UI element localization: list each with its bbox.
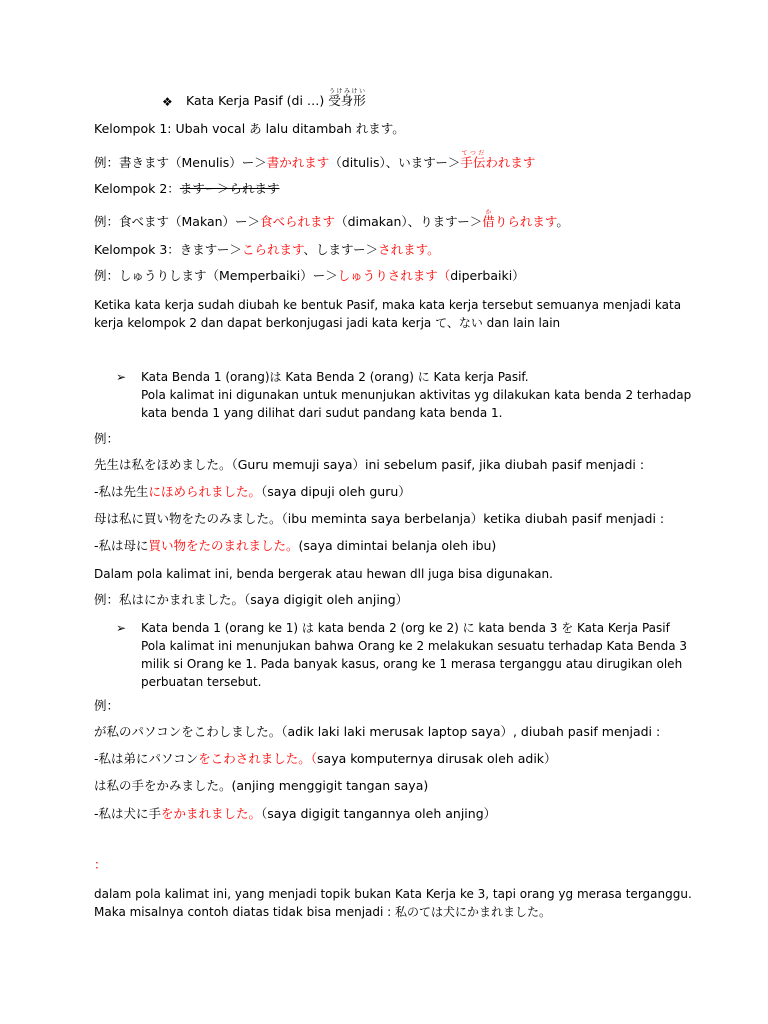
paragraph-2-line-1: dalam pola kalimat ini, yang menjadi topik bukan Kata Kerja ke 3, tapi orang yg merasa terganggu. xyxy=(94,887,692,901)
sentence-8: -私は弟にパソコンをこわされました。（saya komputernya dirusak oleh adik） xyxy=(94,751,557,766)
example-kelompok-2: 例：食べます（Makan）ー＞食べられます（dimakan）、りますー＞借かりられます。 xyxy=(94,209,569,229)
example-kelompok-1: 例：書きます（Menulis）ー＞書かれます（ditulis）、いますー＞手伝てつだわれます xyxy=(94,150,536,170)
sentence-5: Dalam pola kalimat ini, benda bergerak atau hewan dll juga bisa digunakan. xyxy=(94,567,553,581)
kelompok-3-rule: Kelompok 3：きますー＞こられます、しますー＞されます。 xyxy=(94,242,440,257)
bullet-2-line-3: milik si Orang ke 1. Pada banyak kasus, orang ke 1 merasa terganggu atau dirugikan oleh xyxy=(141,657,683,671)
bullet-1-line-3: kata benda 1 yang dilihat dari sudut pandang kata benda 1. xyxy=(141,406,503,420)
example-label-2: 例： xyxy=(94,698,120,713)
kelompok-2-rule: Kelompok 2：ますー＞られます xyxy=(94,181,280,196)
sentence-1: 先生は私をほめました。（Guru memuji saya）ini sebelum pasif, jika diubah pasif menjadi : xyxy=(94,457,645,472)
page-title xyxy=(186,88,366,113)
sentence-7: が私のパソコンをこわしました。（adik laki laki merusak laptop saya）, diubah pasif menjadi : xyxy=(94,724,661,739)
arrow-bullet-icon: ➢ xyxy=(116,621,127,635)
bullet-2-line-4: perbuatan tersebut. xyxy=(141,675,262,689)
bullet-1-line-1: Kata Benda 1 (orang)は Kata Benda 2 (orang) に Kata kerja Pasif. xyxy=(141,370,529,384)
bullet-1-line-2: Pola kalimat ini digunakan untuk menunjukan aktivitas yg dilakukan kata benda 2 terhadap xyxy=(141,388,692,402)
red-colon: ： xyxy=(94,857,107,872)
sentence-6: 例：私はにかまれました。（saya digigit oleh anjing） xyxy=(94,592,409,607)
bullet-2-line-2: Pola kalimat ini menunjukan bahwa Orang ke 2 melakukan sesuatu terhadap Kata Benda 3 xyxy=(141,639,688,653)
diamond-bullet-icon: ❖ xyxy=(162,95,173,109)
sentence-3: 母は私に買い物をたのみました。（ibu meminta saya berbelanja）ketika diubah pasif menjadi : xyxy=(94,511,665,526)
paragraph-2-line-2: Maka misalnya contoh diatas tidak bisa menjadi : 私のては犬にかまれました。 xyxy=(94,905,552,919)
example-label-1: 例： xyxy=(94,431,120,446)
arrow-bullet-icon: ➢ xyxy=(116,370,127,384)
bullet-2-line-1: Kata benda 1 (orang ke 1) は kata benda 2 (org ke 2) に kata benda 3 を Kata Kerja Pasif xyxy=(141,621,670,635)
sentence-10: -私は犬に手をかまれました。（saya digigit tangannya oleh anjing） xyxy=(94,806,497,821)
title-text: Kata Kerja Pasif (di …) xyxy=(186,93,329,108)
title-kanji: 受身形うけみけい xyxy=(328,88,366,108)
paragraph-1-line-2: kerja kelompok 2 dan dapat berkonjugasi jadi kata kerja て、ない dan lain lain xyxy=(94,316,561,330)
sentence-4: -私は母に買い物をたのまれました。(saya dimintai belanja oleh ibu) xyxy=(94,538,497,553)
sentence-2: -私は先生にほめられました。（saya dipuji oleh guru） xyxy=(94,484,411,499)
kelompok-1-rule: Kelompok 1: Ubah vocal あ lalu ditambah れます。 xyxy=(94,121,405,136)
sentence-9: は私の手をかみました。(anjing menggigit tangan saya) xyxy=(94,778,429,793)
example-kelompok-3: 例：しゅうりします（Memperbaiki）ー＞しゅうりされます（diperbaiki） xyxy=(94,268,525,283)
paragraph-1-line-1: Ketika kata kerja sudah diubah ke bentuk Pasif, maka kata kerja tersebut semuanya menjadi kata xyxy=(94,298,682,312)
